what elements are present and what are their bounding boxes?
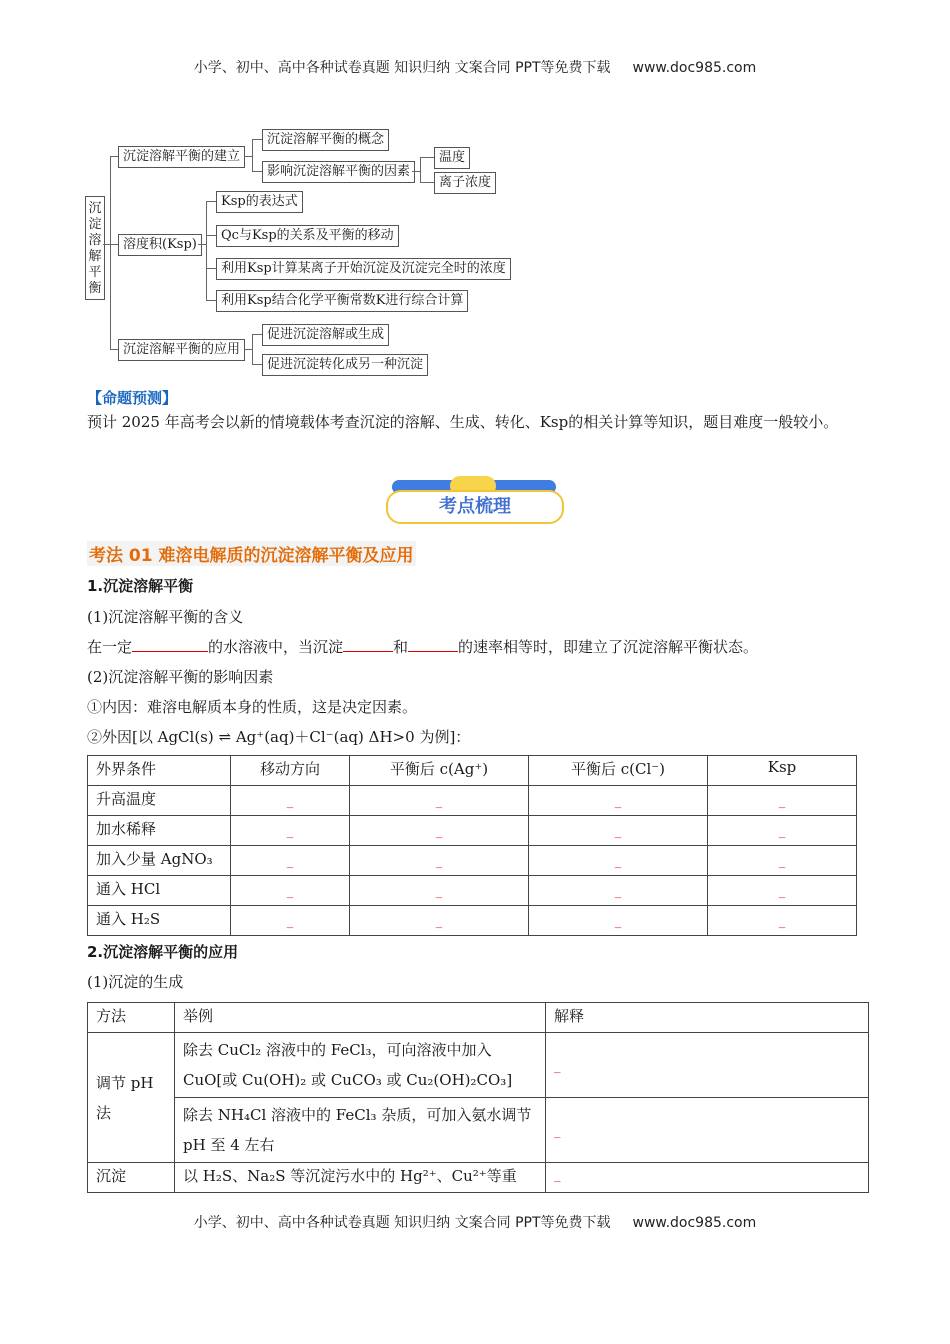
s2-p1: (1)沉淀的生成: [87, 973, 184, 991]
s1-p2: [87, 633, 867, 662]
mindmap-b2-child-1: Ksp的表达式: [216, 191, 303, 213]
mindmap-connector: [252, 334, 253, 365]
header-text: 小学、初中、高中各种试卷真题 知识归纳 文案合同 PPT等免费下载: [193, 60, 611, 76]
answer-blank[interactable]: _: [778, 854, 786, 869]
table-cell: 调节 pH 法: [88, 1033, 175, 1163]
mindmap-connector: [252, 334, 262, 335]
answer-blank[interactable]: _: [286, 914, 294, 929]
mindmap-branch-3: 沉淀溶解平衡的应用: [118, 339, 245, 361]
table-cell: 加入少量 AgNO₃: [88, 846, 231, 876]
answer-blank[interactable]: _: [614, 824, 622, 839]
precipitation-table: [87, 1002, 869, 1193]
answer-blank[interactable]: _: [554, 1124, 561, 1139]
prediction-title: 【命题预测】: [87, 389, 178, 407]
page-footer: [0, 1212, 950, 1232]
table-header: 移动方向: [231, 756, 350, 786]
mindmap-trunk: [110, 156, 111, 350]
answer-blank[interactable]: _: [435, 884, 443, 899]
s2-heading: 2.沉淀溶解平衡的应用: [87, 943, 239, 961]
mindmap-b2-child-3: 利用Ksp计算某离子开始沉淀及沉淀完全时的浓度: [216, 258, 511, 280]
table-row: [88, 846, 857, 876]
s1-p1: (1)沉淀溶解平衡的含义: [87, 608, 244, 626]
answer-blank[interactable]: _: [286, 884, 294, 899]
answer-blank[interactable]: _: [778, 824, 786, 839]
table-header: 平衡后 c(Ag⁺): [350, 756, 529, 786]
mindmap-connector: [198, 244, 206, 245]
mindmap-connector: [110, 244, 118, 245]
answer-blank[interactable]: _: [614, 854, 622, 869]
s1-heading: 1.沉淀溶解平衡: [87, 577, 194, 595]
table-cell: 除去 CuCl₂ 溶液中的 FeCl₃，可向溶液中加入 CuO[或 Cu(OH)₂ 或 CuCO₃ 或 Cu₂(OH)₂CO₃]: [175, 1033, 546, 1098]
answer-blank[interactable]: _: [614, 884, 622, 899]
table-header: 外界条件: [88, 756, 231, 786]
mindmap-connector: [244, 156, 252, 157]
mindmap-connector: [412, 171, 421, 172]
answer-blank[interactable]: _: [435, 914, 443, 929]
answer-blank[interactable]: _: [286, 794, 294, 809]
answer-blank[interactable]: _: [778, 794, 786, 809]
factors-table: [87, 755, 857, 936]
mindmap-connector: [206, 268, 216, 269]
footer-url[interactable]: www.doc985.com: [632, 1215, 757, 1231]
s1-p5: ②外因[以 AgCl(s) ⇌ Ag⁺(aq)＋Cl⁻(aq) ΔH>0 为例]：: [87, 728, 471, 746]
mindmap-connector: [206, 235, 216, 236]
table-cell: 通入 HCl: [88, 876, 231, 906]
mindmap-b2-child-4: 利用Ksp结合化学平衡常数K进行综合计算: [216, 290, 468, 312]
table-header: 平衡后 c(Cl⁻): [529, 756, 708, 786]
banner-label: 考点梳理: [386, 490, 564, 524]
mindmap-b3-child-2: 促进沉淀转化成另一种沉淀: [262, 354, 428, 376]
answer-blank[interactable]: _: [614, 914, 622, 929]
mindmap-ion-concentration: 离子浓度: [434, 172, 496, 194]
page-header: [0, 57, 950, 77]
table-header: 解释: [546, 1003, 869, 1033]
table-row: [88, 1163, 869, 1193]
footer-text: 小学、初中、高中各种试卷真题 知识归纳 文案合同 PPT等免费下载: [193, 1215, 611, 1231]
answer-blank[interactable]: _: [286, 854, 294, 869]
mindmap-connector: [252, 364, 262, 365]
mindmap-b2-child-2: Qc与Ksp的关系及平衡的移动: [216, 225, 399, 247]
section-banner: [386, 474, 562, 522]
mindmap-connector: [206, 201, 207, 300]
table-row: [88, 1033, 869, 1098]
table-header-row: [88, 1003, 869, 1033]
table-row: [88, 786, 857, 816]
answer-blank[interactable]: _: [778, 884, 786, 899]
mindmap-connector: [420, 157, 421, 183]
table-header: 举例: [175, 1003, 546, 1033]
mindmap-connector: [244, 349, 252, 350]
answer-blank[interactable]: _: [435, 854, 443, 869]
fill-blank[interactable]: [132, 635, 208, 652]
s1-p2-c: 和: [393, 638, 409, 656]
table-row: [88, 816, 857, 846]
table-cell: 沉淀: [88, 1163, 175, 1193]
mindmap-connector: [110, 349, 118, 350]
table-cell: 加水稀释: [88, 816, 231, 846]
table-row: [88, 1098, 869, 1163]
answer-blank[interactable]: _: [554, 1059, 561, 1074]
s1-p2-b: 的水溶液中，当沉淀: [208, 638, 344, 656]
mindmap-connector: [206, 201, 216, 202]
fill-blank[interactable]: [343, 635, 393, 652]
table-row: [88, 876, 857, 906]
table-cell: 通入 H₂S: [88, 906, 231, 936]
fill-blank[interactable]: [408, 635, 458, 652]
table-header-row: [88, 756, 857, 786]
answer-blank[interactable]: _: [614, 794, 622, 809]
s1-p4: ①内因：难溶电解质本身的性质，这是决定因素。: [87, 698, 418, 716]
answer-blank[interactable]: _: [778, 914, 786, 929]
mindmap-branch-1: 沉淀溶解平衡的建立: [118, 146, 245, 168]
table-cell: 除去 NH₄Cl 溶液中的 FeCl₃ 杂质，可加入氨水调节 pH 至 4 左右: [175, 1098, 546, 1163]
mindmap-temperature: 温度: [434, 147, 470, 169]
mindmap-connector: [252, 139, 262, 140]
table-row: [88, 906, 857, 936]
header-url[interactable]: www.doc985.com: [632, 60, 757, 76]
s1-p2-a: 在一定: [87, 638, 133, 656]
mindmap-root: 沉 淀 溶 解 平 衡: [85, 196, 105, 300]
mindmap-b3-child-1: 促进沉淀溶解或生成: [262, 324, 389, 346]
mindmap-branch-2: 溶度积(Ksp): [118, 234, 202, 256]
mindmap-connector: [420, 157, 434, 158]
table-cell: 升高温度: [88, 786, 231, 816]
method-title: 考法 01 难溶电解质的沉淀溶解平衡及应用: [87, 541, 416, 566]
table-header: Ksp: [708, 756, 857, 786]
mindmap-connector: [420, 182, 434, 183]
mindmap-b1-child-2: 影响沉淀溶解平衡的因素: [262, 161, 415, 183]
mindmap-connector: [110, 156, 118, 157]
s1-p3: (2)沉淀溶解平衡的影响因素: [87, 668, 274, 686]
table-header: 方法: [88, 1003, 175, 1033]
prediction-text: 预计 2025 年高考会以新的情境载体考查沉淀的溶解、生成、转化、Ksp的相关计算等知识，题目难度一般较小。: [87, 413, 839, 431]
answer-blank[interactable]: _: [435, 794, 443, 809]
answer-blank[interactable]: _: [435, 824, 443, 839]
answer-blank[interactable]: _: [286, 824, 294, 839]
table-cell: 以 H₂S、Na₂S 等沉淀污水中的 Hg²⁺、Cu²⁺等重: [175, 1163, 546, 1193]
answer-blank[interactable]: _: [554, 1168, 561, 1183]
mindmap-connector: [252, 139, 253, 172]
s1-p2-d: 的速率相等时，即建立了沉淀溶解平衡状态。: [458, 638, 759, 656]
mindmap-b1-child-1: 沉淀溶解平衡的概念: [262, 129, 389, 151]
mindmap-connector: [252, 171, 262, 172]
mindmap-connector: [206, 300, 216, 301]
